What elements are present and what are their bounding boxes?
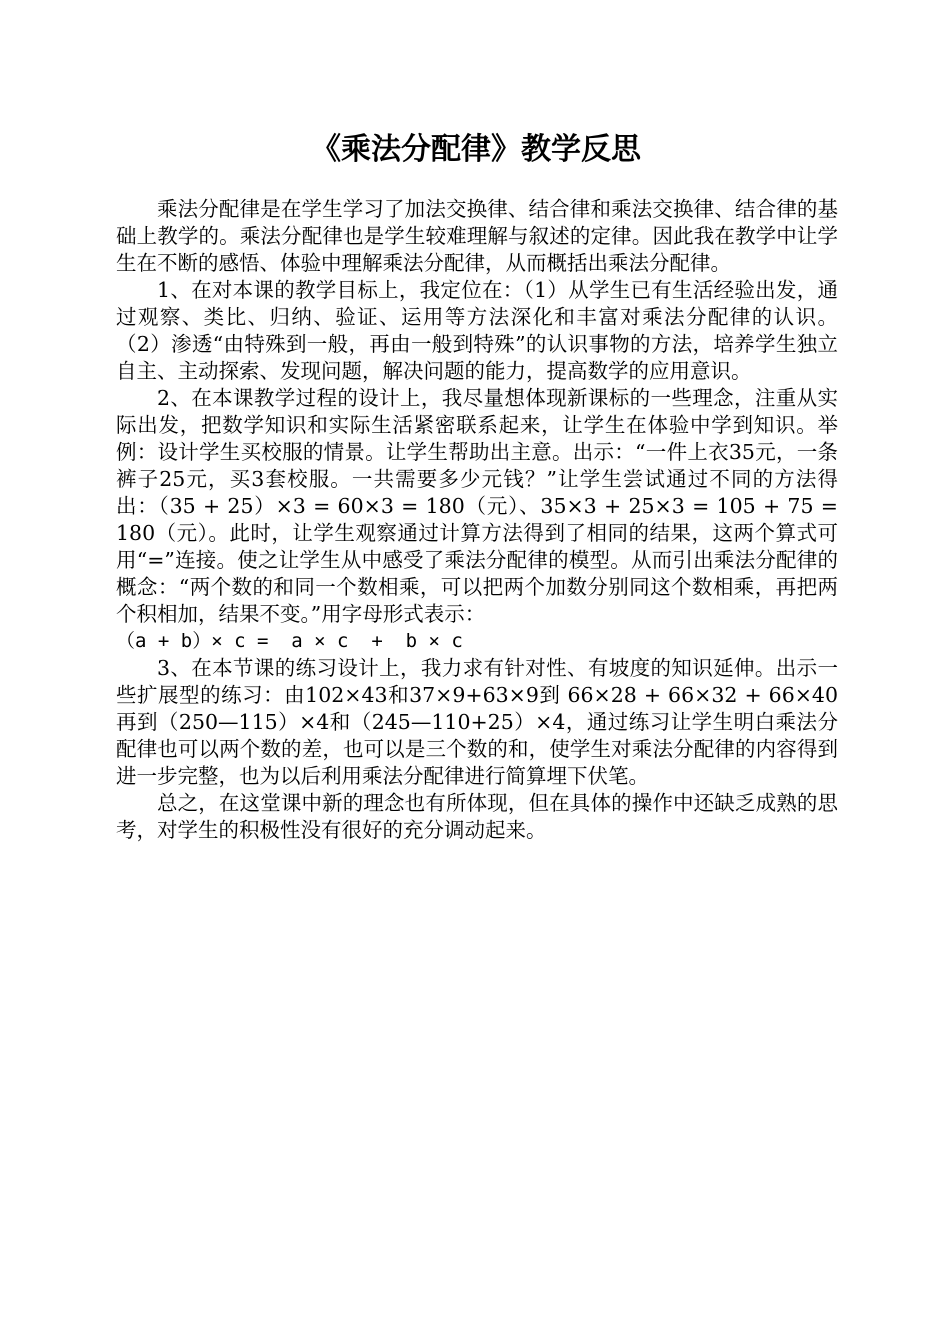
formula-line: （a + b）× c = a × c + b × c [116,630,463,652]
paragraph-summary: 总之，在这堂课中新的理念也有所体现，但在具体的操作中还缺乏成熟的思考，对学生的积极性没有很好的充分调动起来。 [116,791,838,842]
paragraph-intro: 乘法分配律是在学生学习了加法交换律、结合律和乘法交换律、结合律的基础上教学的。乘法分配律也是学生较难理解与叙述的定律。因此我在教学中让学生在不断的感悟、体验中理解乘法分配律，从而概括出乘法分配律。 [116,197,838,275]
page-title: 《乘法分配律》教学反思 [311,132,641,167]
document-body [116,196,838,844]
paragraph-practice: 3、在本节课的练习设计上，我力求有针对性、有坡度的知识延伸。出示一些扩展型的练习：由102×43和37×9+63×9到 66×28 + 66×32 + 66×40再到（250—115）×4和（245—110+25）×4，通过练习让学生明白乘法分配律也可以两个数的差，也可以是三个数的和，使学生对乘法分配律的内容得到进一步完整，也为以后利用乘法分配律进行简算埋下伏笔。 [116,656,838,788]
paragraph-goals: 1、在对本课的教学目标上，我定位在：（1）从学生已有生活经验出发，通过观察、类比、归纳、验证、运用等方法深化和丰富对乘法分配律的认识。 （2）渗透“由特殊到一般，再由一般到特殊”的认识事物的方法，培养学生独立自主、主动探索、发现问题，解决问题的能力，提高数学的应用意识。 [116,278,838,383]
paragraph-design: 2、在本课教学过程的设计上，我尽量想体现新课标的一些理念，注重从实际出发，把数学知识和实际生活紧密联系起来，让学生在体验中学到知识。举例：设计学生买校服的情景。让学生帮助出主意。出示：“一件上衣35元，一条裤子25元，买3套校服。一共需要多少元钱？”让学生尝试通过不同的方法得出：（35 + 25）×3 = 60×3 = 180（元）、35×3 + 25×3 = 105 + 75 = 180（元）。此时，让学生观察通过计算方法得到了相同的结果，这两个算式可用“=”连接。使之让学生从中感受了乘法分配律的模型。从而引出乘法分配律的概念：“两个数的和同一个数相乘，可以把两个加数分别同这个数相乘，再把两个积相加，结果不变。”用字母形式表示： [116,386,838,626]
